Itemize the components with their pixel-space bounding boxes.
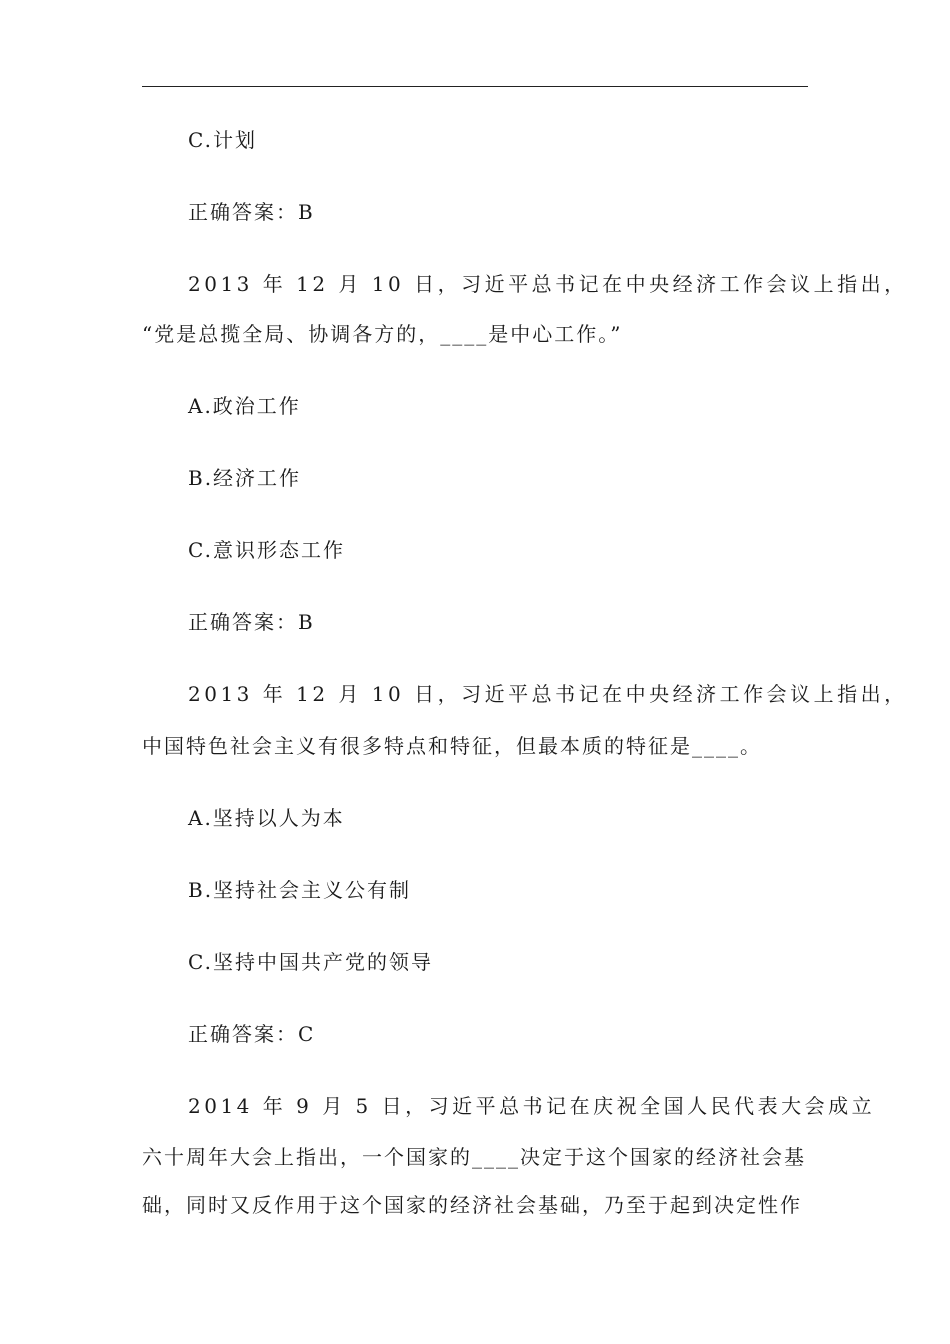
- question-line: 中国特色社会主义有很多特点和特征，但最本质的特征是____。: [142, 734, 762, 758]
- option-c-line: C.坚持中国共产党的领导: [188, 950, 433, 974]
- question-line: 2013 年 12 月 10 日，习近平总书记在中央经济工作会议上指出，: [188, 272, 908, 296]
- option-b-line: B.经济工作: [188, 466, 302, 490]
- question-line: “党是总揽全局、协调各方的，____是中心工作。”: [142, 322, 623, 346]
- question-line: 础，同时又反作用于这个国家的经济社会基础，乃至于起到决定性作: [142, 1193, 802, 1217]
- answer-line: 正确答案：B: [188, 200, 315, 224]
- header-rule: [142, 86, 808, 87]
- option-b-line: B.坚持社会主义公有制: [188, 878, 412, 902]
- option-c-line: C.计划: [188, 128, 257, 152]
- answer-line: 正确答案：C: [188, 1022, 316, 1046]
- question-line: 2014 年 9 月 5 日，习近平总书记在庆祝全国人民代表大会成立: [188, 1094, 876, 1118]
- answer-line: 正确答案：B: [188, 610, 315, 634]
- question-line: 2013 年 12 月 10 日，习近平总书记在中央经济工作会议上指出，: [188, 682, 908, 706]
- option-a-line: A.坚持以人为本: [188, 806, 345, 830]
- option-c-line: C.意识形态工作: [188, 538, 345, 562]
- question-line: 六十周年大会上指出，一个国家的____决定于这个国家的经济社会基: [142, 1145, 806, 1169]
- option-a-line: A.政治工作: [188, 394, 301, 418]
